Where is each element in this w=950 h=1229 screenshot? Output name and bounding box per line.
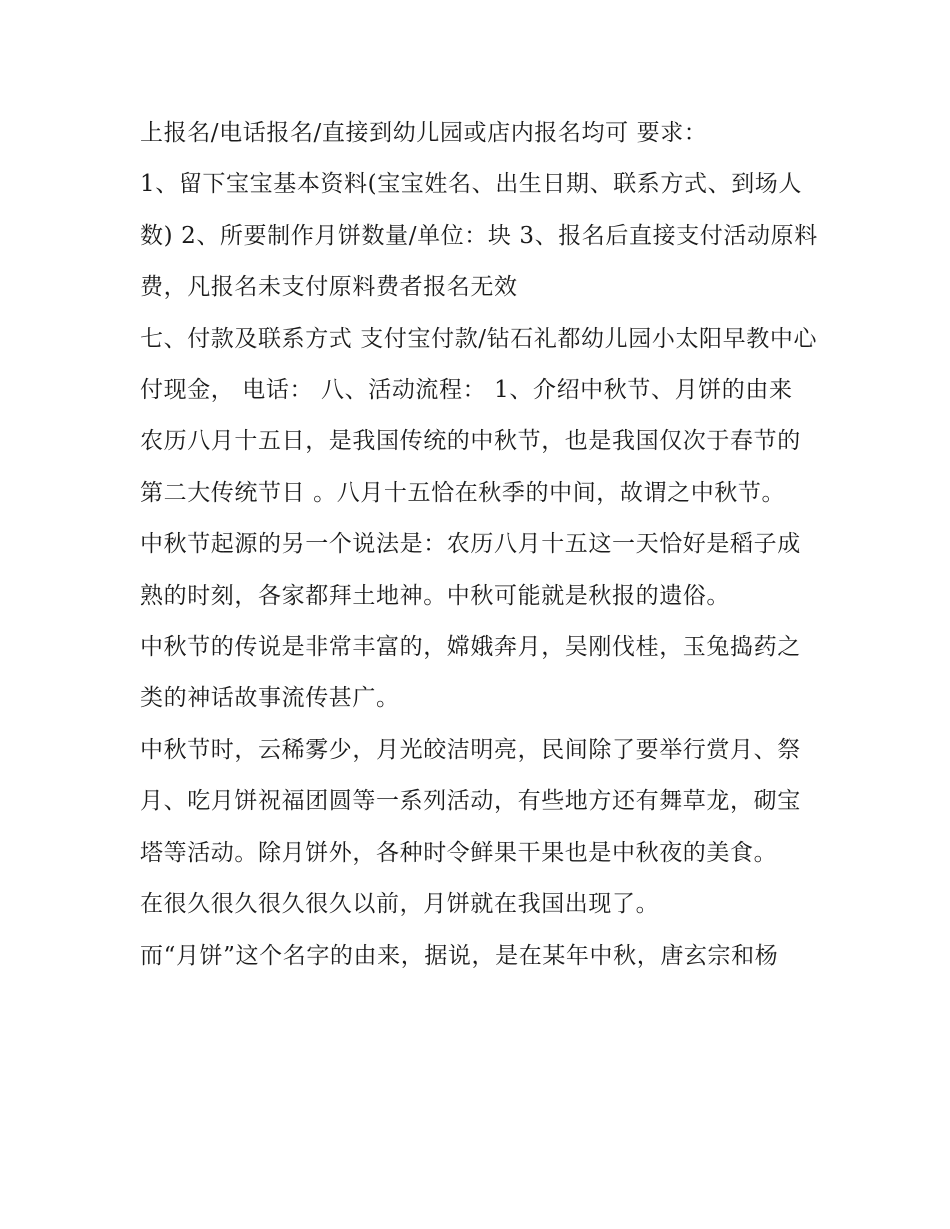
paragraph-legends: 中秋节的传说是非常丰富的，嫦娥奔月，吴刚伐桂，玉兔捣药之类的神话故事流传甚广。 <box>140 634 801 712</box>
paragraph-customs: 中秋节时，云稀雾少，月光皎洁明亮，民间除了要举行赏月、祭月、吃月饼祝福团圆等一系列活动，有些地方还有舞草龙，砌宝塔等活动。除月饼外，各种时令鲜果干果也是中秋夜的美食。 <box>140 736 801 866</box>
paragraph-origin-theory: 中秋节起源的另一个说法是：农历八月十五这一天恰好是稻子成熟的时刻，各家都拜土地神。中秋可能就是秋报的遗俗。 <box>140 531 801 609</box>
paragraph-mid-autumn-date: 农历八月十五日，是我国传统的中秋节，也是我国仅次于春节的第二大传统节日 。八月十五恰在秋季的中间，故谓之中秋节。 <box>140 428 801 506</box>
paragraph-payment-and-process: 七、付款及联系方式 支付宝付款/钻石礼都幼儿园小太阳早教中心付现金， 电话： 八、活动流程： 1、介绍中秋节、月饼的由来 <box>140 325 818 404</box>
document-body <box>140 108 820 982</box>
paragraph-mooncake-history: 在很久很久很久很久以前，月饼就在我国出现了。 <box>140 891 660 918</box>
paragraph-registration-methods: 上报名/电话报名/直接到幼儿园或店内报名均可 要求： <box>140 120 708 146</box>
paragraph-registration-requirements: 1、留下宝宝基本资料(宝宝姓名、出生日期、联系方式、到场人数) 2、所要制作月饼数量/单位：块 3、报名后直接支付活动原料费，凡报名未支付原料费者报名无效 <box>140 171 818 301</box>
paragraph-mooncake-name-origin: 而“月饼”这个名字的由来，据说，是在某年中秋，唐玄宗和杨 <box>140 942 779 969</box>
